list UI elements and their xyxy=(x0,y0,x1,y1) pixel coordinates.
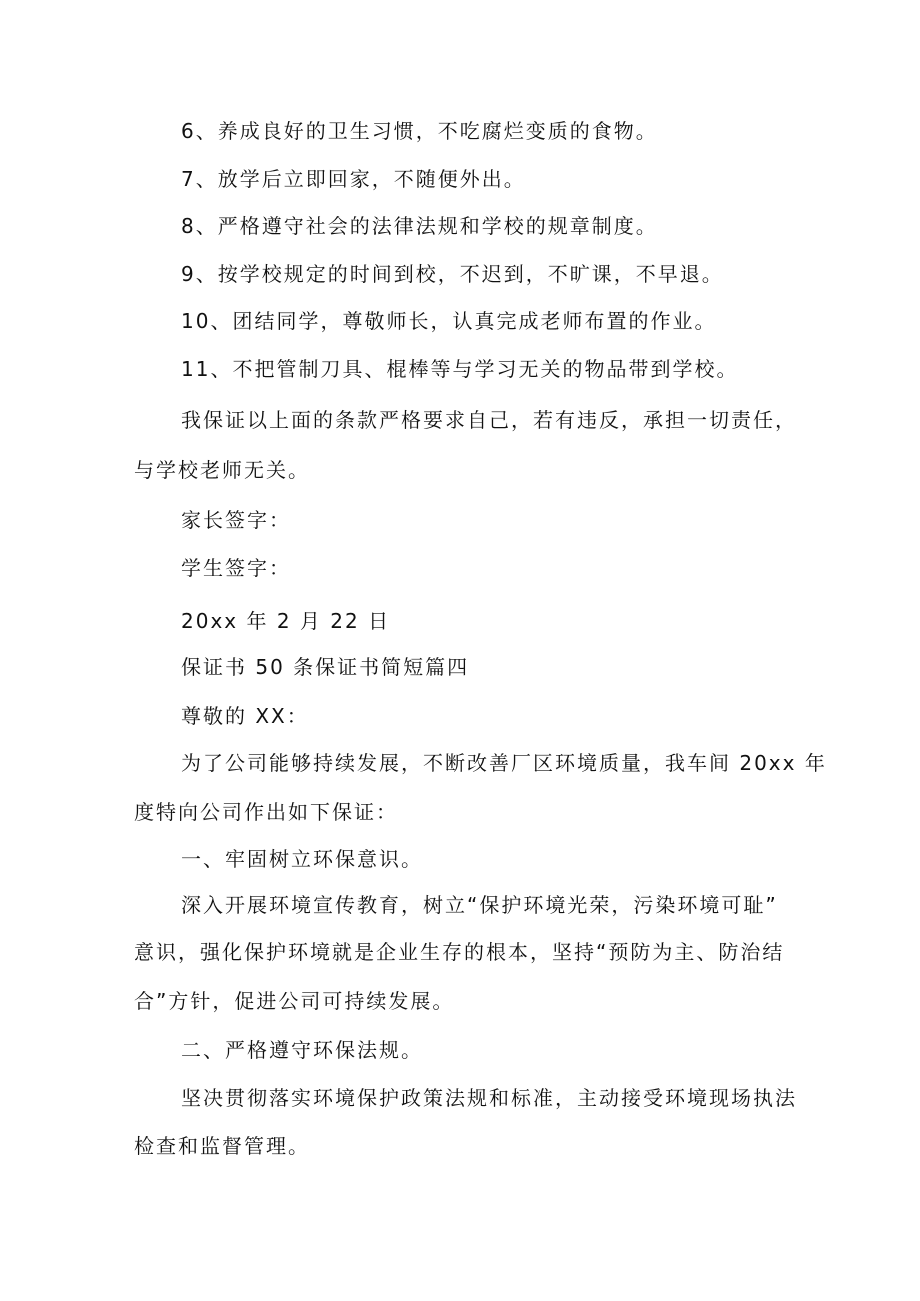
point-1-line-2: 意识，强化保护环境就是企业生存的根本，坚持“预防为主、防治结 xyxy=(134,940,785,964)
rule-item-7: 7、放学后立即回家，不随便外出。 xyxy=(181,167,526,191)
rule-item-9: 9、按学校规定的时间到校，不迟到，不旷课，不早退。 xyxy=(181,262,724,286)
point-1-title: 一、牢固树立环保意识。 xyxy=(181,847,423,871)
rule-item-11: 11、不把管制刀具、棍棒等与学习无关的物品带到学校。 xyxy=(181,357,739,381)
point-1-line-3: 合”方针，促进公司可持续发展。 xyxy=(134,989,455,1013)
parent-signature-label: 家长签字： xyxy=(181,508,291,532)
intro-line-2: 度特向公司作出如下保证： xyxy=(134,800,398,824)
student-signature-label: 学生签字： xyxy=(181,556,291,580)
rule-item-10: 10、团结同学，尊敬师长，认真完成老师布置的作业。 xyxy=(181,309,717,333)
pledge-line-2: 与学校老师无关。 xyxy=(134,458,310,482)
point-2-title: 二、严格遵守环保法规。 xyxy=(181,1038,423,1062)
salutation: 尊敬的 XX： xyxy=(181,704,309,728)
section-title: 保证书 50 条保证书简短篇四 xyxy=(181,655,470,679)
point-1-line-1: 深入开展环境宣传教育，树立“保护环境光荣，污染环境可耻” xyxy=(181,893,778,917)
point-2-line-2: 检查和监督管理。 xyxy=(134,1134,310,1158)
intro-line-1: 为了公司能够持续发展，不断改善厂区环境质量，我车间 20xx 年 xyxy=(181,751,827,775)
pledge-line-1: 我保证以上面的条款严格要求自己，若有违反，承担一切责任， xyxy=(181,408,797,432)
date-line: 20xx 年 2 月 22 日 xyxy=(181,609,391,633)
rule-item-8: 8、严格遵守社会的法律法规和学校的规章制度。 xyxy=(181,214,658,238)
point-2-line-1: 坚决贯彻落实环境保护政策法规和标准，主动接受环境现场执法 xyxy=(181,1086,797,1110)
rule-item-6: 6、养成良好的卫生习惯，不吃腐烂变质的食物。 xyxy=(181,119,658,143)
